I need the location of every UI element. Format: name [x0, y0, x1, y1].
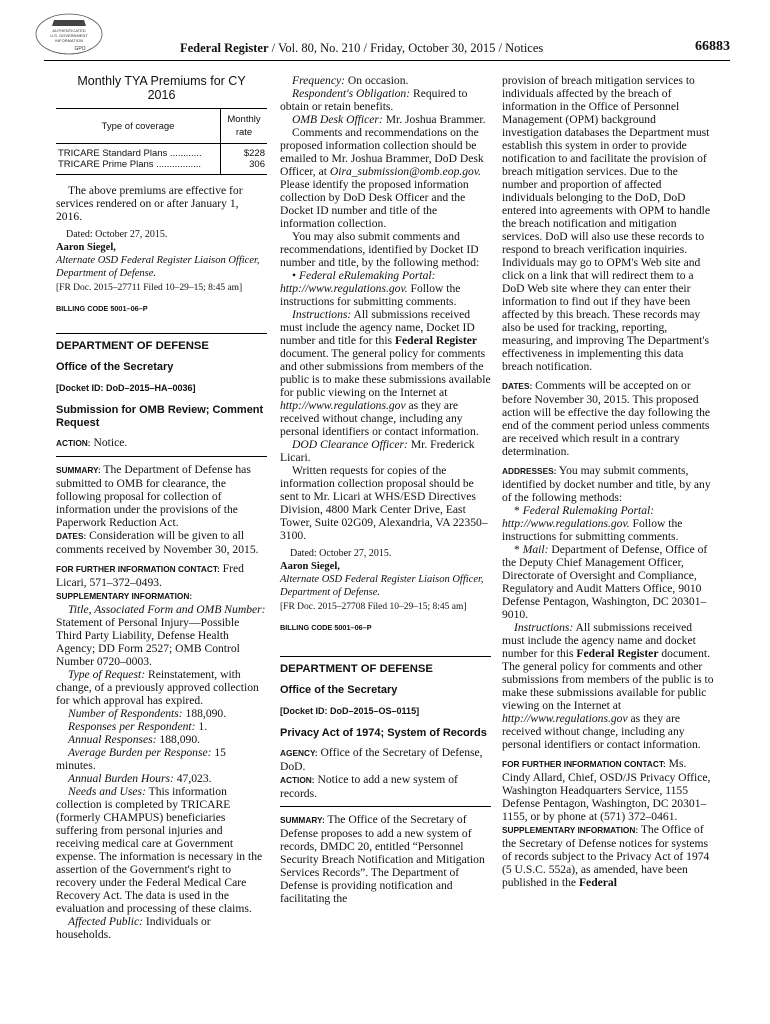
signer-name: Aaron Siegel, [56, 242, 116, 253]
comments-text-1: Comments and recommendations on the proposed information collection should be emailed to Mr. Joshua Brammer, DoD Desk Officer, at [280, 126, 484, 178]
svg-text:GPO: GPO [74, 46, 86, 52]
supplementary-label: SUPPLEMENTARY INFORMATION: [502, 825, 639, 835]
column-2 [280, 74, 491, 905]
col-header-type: Type of coverage [56, 109, 221, 144]
info-affected-public-label: Affected Public: [68, 915, 144, 928]
col-header-rate [221, 109, 268, 144]
info-affected-public [56, 915, 267, 941]
contact-text: Ms. Cindy Allard, Chief, OSD/JS Privacy Office, Washington Headquarters Service, 1155 Defense Pentagon, Washington, DC 20301–1155, or by phone at (571) 372–0461. [502, 757, 711, 823]
page-number: 66883 [695, 39, 730, 54]
divider [56, 456, 267, 457]
billing-code: BILLING CODE 5001–06–P [56, 304, 148, 313]
info-title-text: Statement of Personal Injury—Possible Third Party Liability, Defense Health Agency; DD Form 2527; OMB Control Number 0720–0003. [56, 616, 240, 668]
info-request-label: Type of Request: [68, 668, 146, 681]
clearance-officer-text: Mr. Frederick Licari. [280, 438, 475, 464]
portal-text: Follow the instructions for submitting comments. [280, 282, 461, 308]
summary-continued: provision of breach mitigation services to individuals affected by the breach of information in the Office of Personnel Management (OPM) background investigation databases the Department must establish this system in order to provide notification to and facilitate the provision of breach mitigation services. Due to the number and proportion of affected individuals belonging to the DoD, DoD entered into agreements with OPM to handle the breach notification and mitigation services. DoD will also use these records to respond to breach verification inquiries. Individuals may go to OPM's Web site and click on a link that will redirect them to a DoD Web site where they can enter their information to find out if they have been affected by this breach. These records may also be used for tracking, reporting, measuring, and improving The Department's effectiveness in implementing this data breach notification. [502, 74, 710, 373]
clearance-officer-label: DOD Clearance Officer: [292, 438, 408, 451]
info-frequency [280, 74, 491, 87]
info-annual-responses-label: Annual Responses: [68, 733, 157, 746]
document-title: Submission for OMB Review; Comment Request [56, 404, 264, 429]
column-1 [56, 74, 267, 941]
info-responses-per-label: Responses per Respondent: [68, 720, 196, 733]
cell-rate: 306 [221, 159, 268, 175]
docket-id: [Docket ID: DoD–2015–HA–0036] [56, 383, 196, 393]
mail-text: Department of Defense, Office of the Deputy Chief Management Officer, Directorate of Oversight and Compliance, Regulatory and Audit Matters Office, 9010 Defense Pentagon, Washington, DC 20301–9010. [502, 543, 708, 621]
action-label: ACTION: [280, 775, 315, 785]
info-annual-responses-text: 188,090. [156, 733, 201, 746]
instructions-label: Instructions: [514, 621, 574, 634]
info-respondents-text: 188,090. [182, 707, 227, 720]
portal-bullet: * Federal Rulemaking Portal: http://www.regulations.gov. Follow the instructions for submitting comments. [502, 504, 683, 543]
divider [280, 806, 491, 807]
contact-label: FOR FURTHER INFORMATION CONTACT: [502, 759, 666, 769]
info-omb-officer [280, 113, 491, 126]
svg-text:AUTHENTICATED: AUTHENTICATED [52, 28, 86, 33]
dated-line: Dated: October 27, 2015. [290, 548, 392, 559]
instructions-text-3: as they are received without change, including any personal identifiers or contact information. [280, 399, 479, 438]
info-frequency-text: On occasion. [345, 74, 409, 87]
summary-paragraph [56, 463, 267, 529]
portal-bullet: • Federal eRulemaking Portal: http://www.regulations.gov. Follow the instructions for submitting comments. [280, 269, 461, 308]
info-responses-per-text: 1. [195, 720, 208, 733]
summary-label: SUMMARY: [56, 465, 101, 475]
summary-text: The Office of the Secretary of Defense proposes to add a new system of records, DMDC 20, entitled “Personnel Security Breach Notification and Mitigation Services Records”. The Department of Defense is providing notification and facilitating the [280, 813, 485, 905]
instructions-text-2: document. The general policy for comments and other submissions from members of the public is to make these submissions available for public viewing on the Internet at [280, 347, 491, 399]
fr-doc-line: [FR Doc. 2015–27708 Filed 10–29–15; 8:45 am] [280, 602, 467, 612]
instructions-fr: Federal Register [394, 334, 478, 347]
contact-paragraph [56, 562, 267, 589]
agency-heading: DEPARTMENT OF DEFENSE [56, 333, 267, 353]
mail-bullet: * Mail: Department of Defense, Office of the Deputy Chief Management Officer, Directorate of Oversight and Compliance, Regulatory and Audit Matters Office, 9010 Defense Pentagon, Washington, DC 20301–9010. [502, 543, 708, 621]
info-title-label: Title, Associated Form and OMB Number: [68, 603, 266, 616]
submit-paragraph: You may also submit comments and recommendations, identified by Docket ID number and title, by the following method: [280, 230, 480, 269]
info-average-burden-label: Average Burden per Response: [68, 746, 212, 759]
contact-label: FOR FURTHER INFORMATION CONTACT: [56, 564, 220, 574]
summary-text: The Department of Defense has submitted to OMB for clearance, the following proposal for collection of information under the provisions of the Paperwork Reduction Act. [56, 463, 251, 529]
info-obligation-text: Required to obtain or retain benefits. [280, 87, 468, 113]
svg-text:INFORMATION: INFORMATION [55, 38, 83, 43]
info-respondents-label: Number of Respondents: [68, 707, 183, 720]
running-head [180, 41, 543, 56]
col-header-rate-2: rate [235, 127, 253, 138]
office-heading: Office of the Secretary [280, 684, 398, 696]
supplementary-fr: Federal [578, 876, 617, 889]
summary-label: SUMMARY: [280, 815, 325, 825]
addresses-label: ADDRESSES: [502, 466, 557, 476]
dates-paragraph [502, 379, 714, 458]
dates-label: DATES: [56, 531, 87, 541]
supplementary-text: The Office of the Secretary of Defense notices for systems of records subject to the Privacy Act of 1974 (5 U.S.C. 552a), as amended, have been published in the [502, 823, 710, 889]
premium-table-title [56, 74, 267, 102]
dates-text: Consideration will be given to all comments received by November 30, 2015. [56, 529, 259, 556]
premium-table [56, 108, 267, 175]
info-respondents [56, 707, 267, 720]
agency-label: AGENCY: [280, 748, 318, 758]
info-request-text: Reinstatement, with change, of a previously approved collection for which approval has expired. [56, 668, 259, 707]
table-row [56, 144, 267, 160]
agency-text: Office of the Secretary of Defense, DoD. [280, 746, 483, 773]
info-burden-hours-label: Annual Burden Hours: [68, 772, 174, 785]
effective-paragraph: The above premiums are effective for services rendered on or after January 1, 2016. [56, 184, 243, 223]
supplementary-paragraph [502, 823, 714, 889]
info-needs-uses-label: Needs and Uses: [68, 785, 146, 798]
info-title [56, 603, 267, 668]
document-title: Privacy Act of 1974; System of Records [280, 727, 487, 739]
written-requests: Written requests for copies of the information collection proposal should be sent to Mr. Licari at WHS/ESD Directives Division, 4800 Mark Center Drive, East Tower, Suite 02G09, Alexandria, VA 22350–3100. [280, 464, 488, 542]
mail-label: Mail: [522, 543, 549, 556]
table-row [56, 159, 267, 175]
action-label: ACTION: [56, 438, 91, 448]
info-obligation [280, 87, 491, 113]
info-average-burden [56, 746, 267, 772]
instructions-label: Instructions: [292, 308, 352, 321]
info-needs-uses [56, 785, 267, 915]
info-frequency-label: Frequency: [292, 74, 345, 87]
dates-text: Comments will be accepted on or before November 30, 2015. This proposed action will be effective the day following the end of the comment period unless comments are received which result in a contrary determination. [502, 379, 711, 458]
info-annual-responses [56, 733, 267, 746]
agency-heading: DEPARTMENT OF DEFENSE [280, 656, 491, 676]
dates-paragraph [56, 529, 267, 556]
comments-paragraph [280, 126, 491, 230]
action-text: Notice. [90, 436, 128, 449]
premium-table-title-line2: 2016 [147, 88, 176, 102]
svg-text:U.S. GOVERNMENT: U.S. GOVERNMENT [50, 33, 88, 38]
info-omb-officer-label: OMB Desk Officer: [292, 113, 383, 126]
cell-rate: $228 [221, 144, 268, 160]
agency-line [280, 746, 491, 773]
contact-text: Fred Licari, 571–372–0493. [56, 562, 244, 589]
supplementary-heading [56, 589, 267, 603]
instructions-fr: Federal Register [576, 647, 659, 660]
dates-label: DATES: [502, 381, 533, 391]
billing-code: BILLING CODE 5001–06–P [280, 623, 372, 632]
addresses-paragraph [502, 464, 714, 504]
summary-paragraph [280, 813, 491, 905]
info-obligation-label: Respondent's Obligation: [292, 87, 411, 100]
instructions-paragraph [280, 308, 491, 438]
info-omb-officer-text: Mr. Joshua Brammer. [382, 113, 486, 126]
docket-id: [Docket ID: DoD–2015–OS–0115] [280, 706, 420, 716]
gpo-authentication-seal [34, 12, 104, 56]
portal-text: Follow the instructions for submitting comments. [502, 517, 683, 543]
comments-text-2: Please identify the proposed information collection by DoD Desk Officer and the Docket ID number and title of the information collection. [280, 178, 469, 230]
instructions-text-3: as they are received without change, including any personal identifiers or contact information. [502, 712, 701, 751]
info-average-burden-text: 15 minutes. [56, 746, 226, 772]
instructions-text-2: document. The general policy for comments and other submissions from members of the public is to make these submissions available for public viewing on the Internet at [502, 647, 714, 712]
running-head-issue: / Vol. 80, No. 210 / Friday, October 30, 2015 / Notices [268, 41, 544, 55]
signer-title: Alternate OSD Federal Register Liaison Officer, Department of Defense. [280, 574, 484, 598]
cell-type: TRICARE Prime Plans ................. [56, 159, 221, 175]
signer-title: Alternate OSD Federal Register Liaison Officer, Department of Defense. [56, 255, 260, 279]
comments-email: Oira_submission@omb.eop.gov. [329, 165, 482, 178]
instructions-url: http://www.regulations.gov [502, 712, 628, 725]
info-responses-per [56, 720, 267, 733]
portal-label: Federal eRulemaking Portal: http://www.regulations.gov. [280, 269, 436, 295]
info-request-type [56, 668, 267, 707]
col-header-rate-1: Monthly [227, 114, 261, 125]
instructions-text-1: All submissions received must include the agency name, Docket ID number and title for this [280, 308, 475, 347]
column-3 [502, 74, 714, 889]
dated-line: Dated: October 27, 2015. [66, 229, 168, 240]
signer-name: Aaron Siegel, [280, 561, 340, 572]
info-affected-public-text: Individuals or households. [56, 915, 211, 941]
clearance-officer [280, 438, 491, 464]
info-burden-hours-text: 47,023. [173, 772, 212, 785]
instructions-text-1: All submissions received must include the agency name and docket number for this [502, 621, 696, 660]
premium-table-title-line1: Monthly TYA Premiums for CY [77, 74, 246, 88]
supplementary-label: SUPPLEMENTARY INFORMATION: [56, 591, 193, 601]
instructions-url: http://www.regulations.gov [280, 399, 406, 412]
running-head-journal: Federal Register [180, 41, 269, 55]
office-heading: Office of the Secretary [56, 361, 174, 373]
instructions-paragraph [502, 621, 714, 751]
header-rule [44, 60, 730, 61]
cell-type: TRICARE Standard Plans ............ [58, 148, 202, 159]
contact-paragraph [502, 757, 714, 823]
portal-label: Federal Rulemaking Portal: http://www.regulations.gov. [502, 504, 655, 530]
action-line [280, 773, 491, 800]
action-text: Notice to add a new system of records. [280, 773, 458, 800]
fr-doc-line: [FR Doc. 2015–27711 Filed 10–29–15; 8:45 am] [56, 283, 243, 293]
action-line [56, 436, 267, 450]
info-burden-hours [56, 772, 267, 785]
info-needs-uses-text: This information collection is completed by TRICARE (formerly CHAMPUS) beneficiaries suffering from personal injuries and receiving medical care at Government expense. The information is necessary in the assertion of the Government's right to recovery under the Federal Medical Care Recovery Act. The data is used in the evaluation and processing of these claims. [56, 785, 263, 915]
addresses-text: You may submit comments, identified by docket number and title, by any of the following methods: [502, 464, 711, 504]
